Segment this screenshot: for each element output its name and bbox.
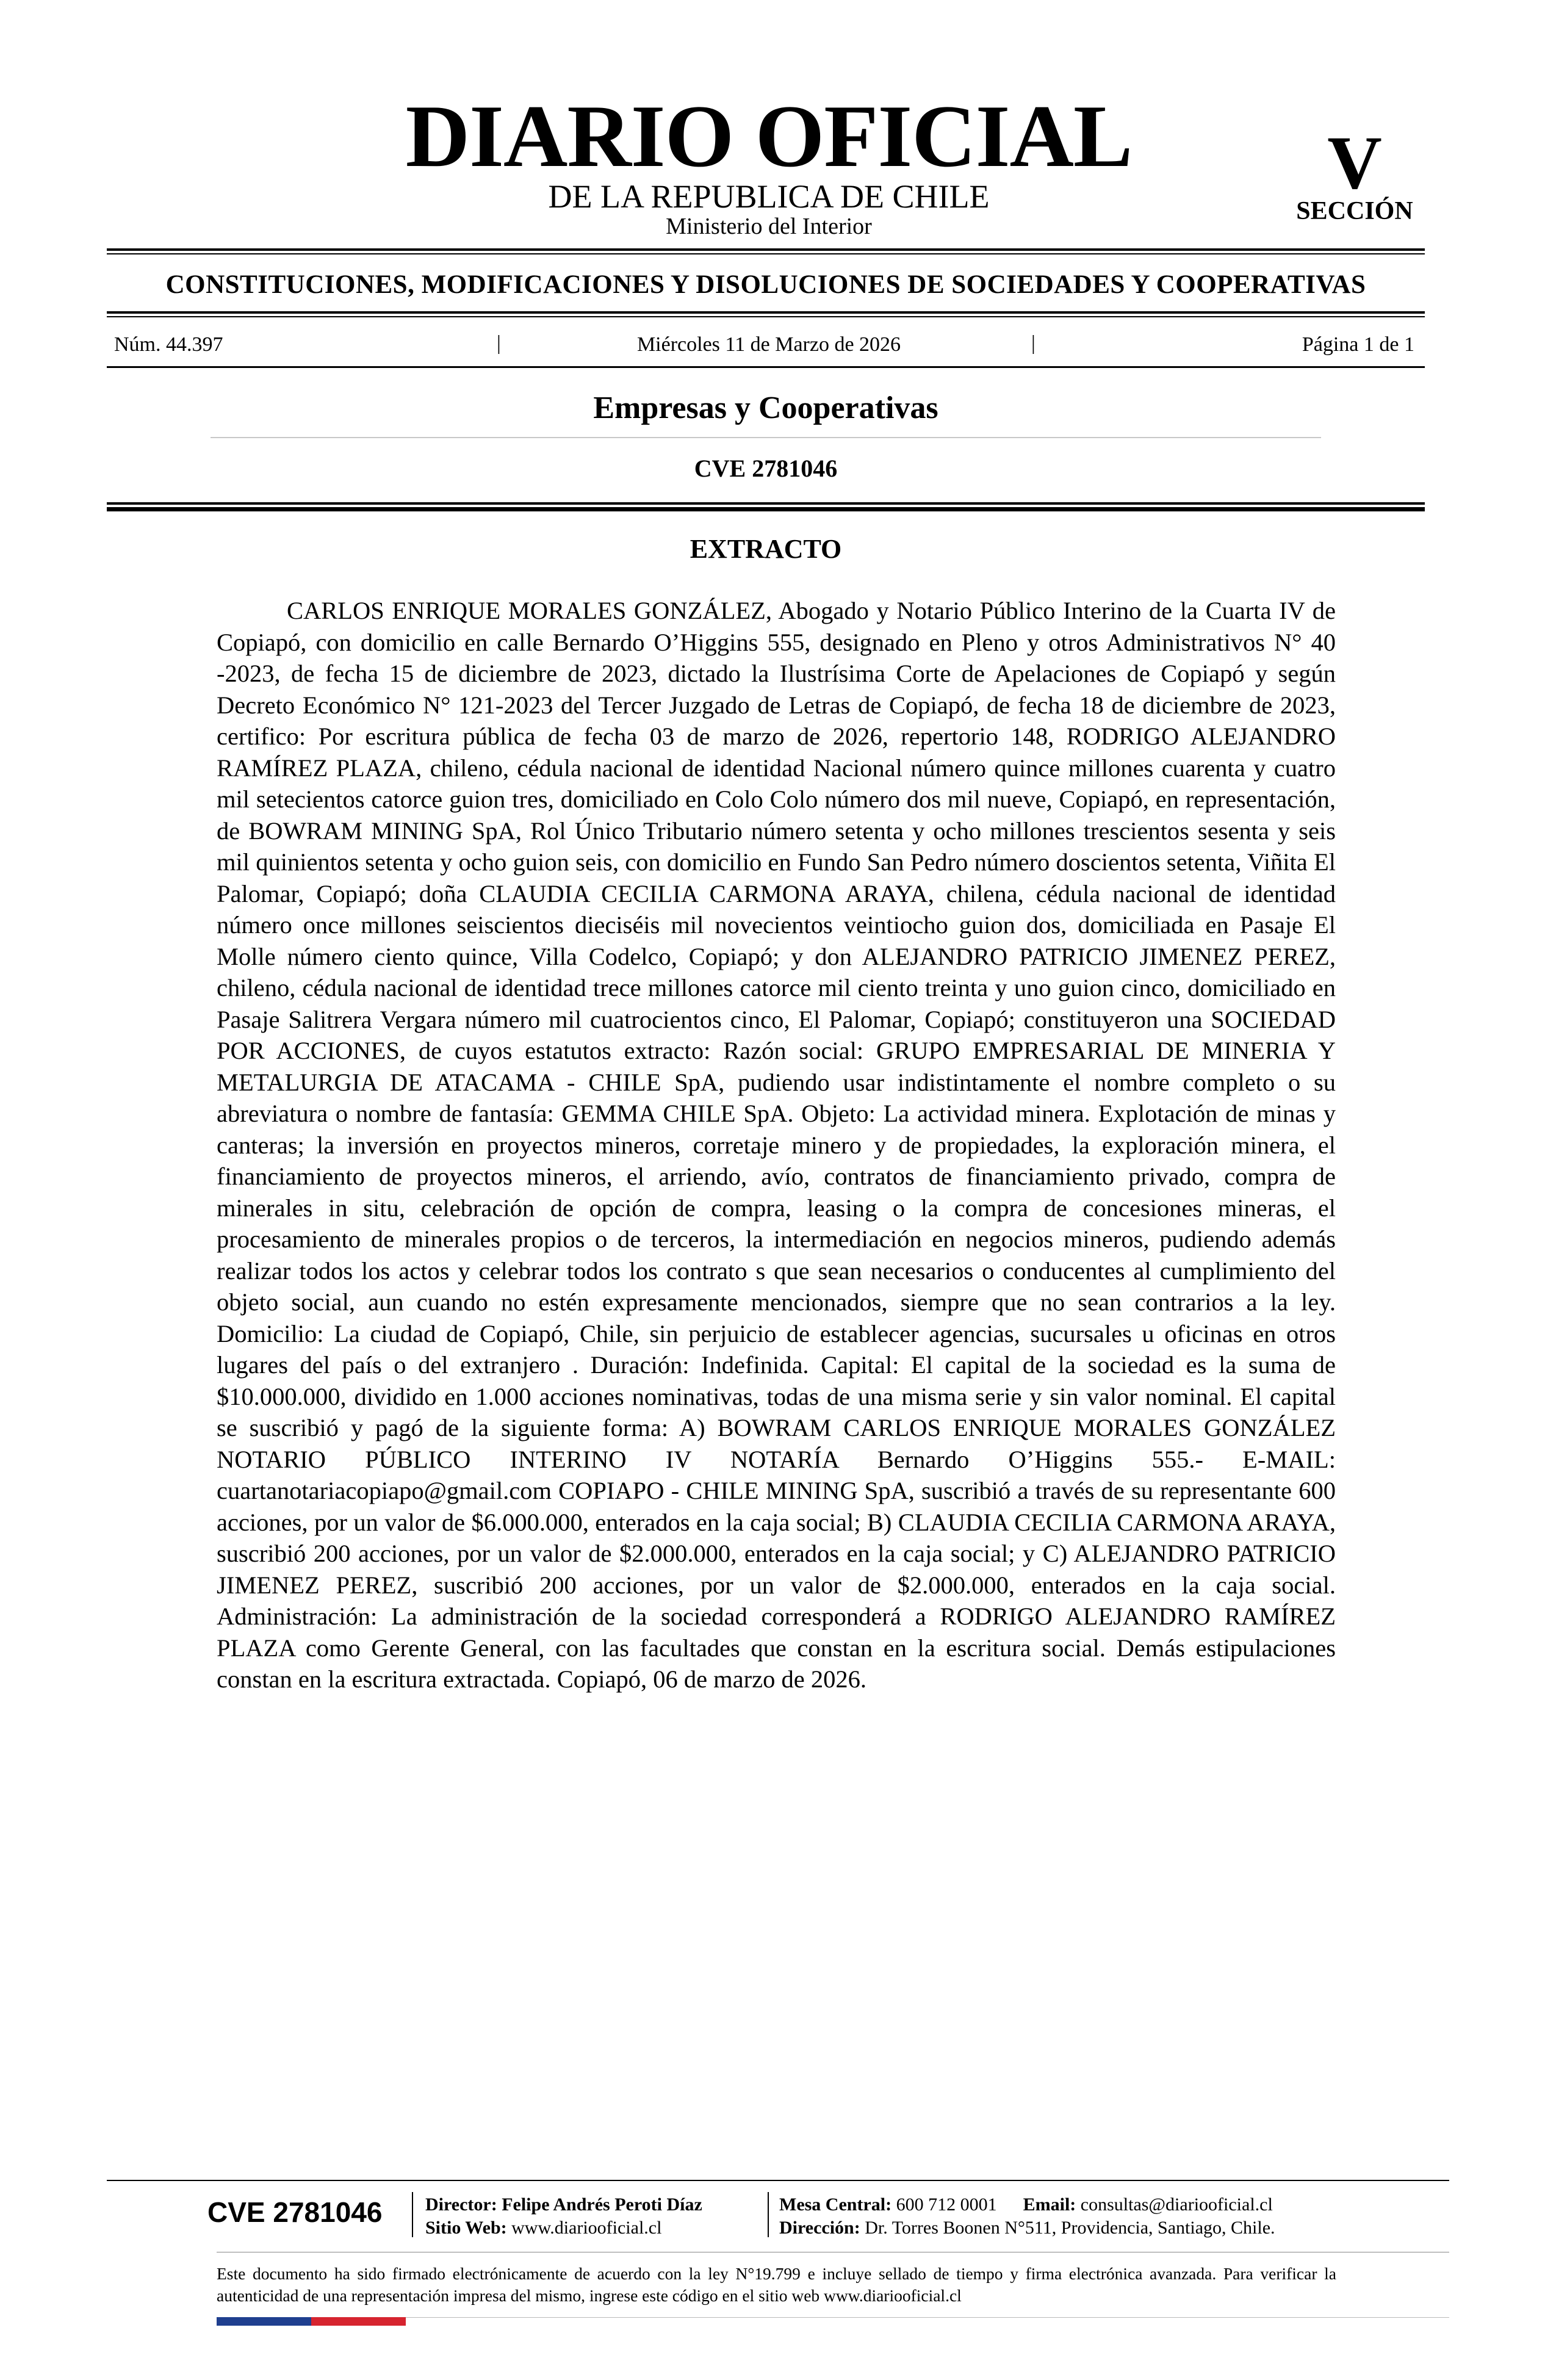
director-label: Director: xyxy=(425,2194,497,2215)
extract-body: CARLOS ENRIQUE MORALES GONZÁLEZ, Abogado y Notario Público Interino de la Cuarta IV de Copiapó, con domicilio en calle Bernardo O’Higgins 555, designado en Pleno y otros Administrativos N° 40 -2023, de fecha 15 de diciembre de 2023, dictado la Ilustrísima Corte de Apelaciones de Copiapó y según Decreto Económico N° 121-2023 del Tercer Juzgado de Letras de Copiapó, de fecha 18 de diciembre de 2023, certifico: Por escritura pública de fecha 03 de marzo de 2026, repertorio 148, RODRIGO ALEJANDRO RAMÍREZ PLAZA, chileno, cédula nacional de identidad Nacional número quince millones cuarenta y cuatro mil setecientos catorce guion tres, domiciliado en Colo Colo número dos mil nueve, Copiapó, en representación, de BOWRAM MINING SpA, Rol Único Tributario número setenta y ocho millones trescientos sesenta y seis mil quinientos setenta y ocho guion seis, con domicilio en Fundo San Pedro número doscientos setenta, Viñita El Palomar, Copiapó; doña CLAUDIA CECILIA CARMONA ARAYA, chilena, cédula nacional de identidad número once millones seiscientos dieciséis mil novecientos veintiocho guion dos, domiciliada en Pasaje El Molle número ciento quince, Villa Codelco, Copiapó; y don ALEJANDRO PATRICIO JIMENEZ PEREZ, chileno, cédula nacional de identidad trece millones catorce mil ciento treinta y uno guion cinco, domiciliado en Pasaje Salitrera Vergara número mil cuatrocientos cinco, El Palomar, Copiapó; constituyeron una SOCIEDAD POR ACCIONES, de cuyos estatutos extracto: Razón social: GRUPO EMPRESARIAL DE MINERIA Y METALURGIA DE ATACAMA - CHILE SpA, pudiendo usar indistintamente el nombre completo o su abreviatura o nombre de fantasía: GEMMA CHILE SpA. Objeto: La actividad minera. Explotación de minas y canteras; la inversión en proyectos mineros, corretaje minero y de propiedades, la exploración minera, el financiamiento de proyectos mineros, el arriendo, avío, contratos de financiamiento privado, compra de minerales in situ, celebración de opción de compra, leasing o la compra de concesiones mineras, el procesamiento de minerales propios o de terceros, la intermediación en negocios mineros, pudiendo además realizar todos los actos y celebrar todos los contrato s que sean necesarios o conducentes al cumplimiento del objeto social, aun cuando no estén expresamente mencionados, siempre que no sean contrarios a la ley. Domicilio: La ciudad de Copiapó, Chile, sin perjuicio de establecer agencias, sucursales u oficinas en otros lugares del país o del extranjero . Duración: Indefinida. Capital: El capital de la sociedad es la suma de $10.000.000, dividido en 1.000 acciones nominativas, todas de una misma serie y sin valor nominal. El capital se suscribió y pagó de la siguiente forma: A) BOWRAM CARLOS ENRIQUE MORALES GONZÁLEZ NOTARIO PÚBLICO INTERINO IV NOTARÍA Bernardo O’Higgins 555.- E-MAIL: cuartanotariacopiapo@gmail.com COPIAPO - CHILE MINING SpA, suscribió a través de su representante 600 acciones, por un valor de $6.000.000, enterados en la caja social; B) CLAUDIA CECILIA CARMONA ARAYA, suscribió 200 acciones, por un valor de $2.000.000, enterados en la caja social; y C) ALEJANDRO PATRICIO JIMENEZ PEREZ, suscribió 200 acciones, por un valor de $2.000.000, enterados en la caja social. Administración: La administración de la sociedad corresponderá a RODRIGO ALEJANDRO RAMÍREZ PLAZA como Gerente General, con las facultades que constan en la escritura social. Demás estipulaciones constan en la escritura extractada. Copiapó, 06 de marzo de 2026. xyxy=(217,597,1336,1693)
address-value: Dr. Torres Boonen N°511, Providencia, Santiago, Chile. xyxy=(865,2218,1275,2238)
issue-page: Página 1 de 1 xyxy=(1302,333,1414,356)
divider xyxy=(107,507,1425,511)
divider xyxy=(107,248,1425,251)
footer-cve: CVE 2781046 xyxy=(207,2196,383,2228)
flag-red-segment xyxy=(311,2317,406,2326)
footer-divider xyxy=(107,2180,1449,2181)
issue-number: Núm. 44.397 xyxy=(114,333,223,356)
section-heading: CONSTITUCIONES, MODIFICACIONES Y DISOLUCIONES DE SOCIEDADES Y COOPERATIVAS xyxy=(165,270,1366,299)
divider xyxy=(107,502,1425,505)
section-label: SECCIÓN xyxy=(1296,197,1413,225)
address-label: Dirección: xyxy=(779,2218,860,2238)
flag-blue-segment xyxy=(217,2317,311,2326)
divider xyxy=(107,253,1425,254)
issue-separator: | xyxy=(497,332,501,355)
divider xyxy=(107,316,1425,317)
footer-legal-text: Este documento ha sido firmado electrónicamente de acuerdo con la ley N°19.799 e incluye sellado de tiempo y firma electrónica avanzada. Para verificar la autenticidad de una representación impresa del mismo, ingrese este código en el sitio web www.diariooficial.cl xyxy=(217,2264,1336,2305)
footer-separator xyxy=(768,2192,769,2237)
divider xyxy=(107,366,1425,368)
divider xyxy=(211,437,1321,438)
section-letter: V xyxy=(1327,121,1382,204)
director-name: Felipe Andrés Peroti Díaz xyxy=(502,2194,702,2215)
email-label: Email: xyxy=(1023,2194,1076,2215)
footer-address xyxy=(779,2219,1275,2237)
mesa-label: Mesa Central: xyxy=(779,2194,892,2215)
footer-director xyxy=(425,2196,702,2214)
mesa-phone: 600 712 0001 xyxy=(896,2194,997,2215)
footer-contact xyxy=(779,2196,1273,2214)
website-label: Sitio Web: xyxy=(425,2218,507,2238)
masthead-title: DIARIO OFICIAL xyxy=(405,87,1133,186)
footer-website xyxy=(425,2219,661,2237)
flag-bar xyxy=(217,2317,406,2326)
cve-code: CVE 2781046 xyxy=(694,455,838,482)
footer-divider xyxy=(406,2317,1449,2318)
divider xyxy=(107,311,1425,314)
category-title: Empresas y Cooperativas xyxy=(593,391,938,425)
issue-date: Miércoles 11 de Marzo de 2026 xyxy=(636,333,901,356)
footer-separator xyxy=(412,2192,413,2237)
website-link[interactable]: www.diariooficial.cl xyxy=(511,2218,662,2238)
extract-title: EXTRACTO xyxy=(690,534,842,564)
masthead-ministry: Ministerio del Interior xyxy=(666,214,872,239)
issue-separator: | xyxy=(1031,332,1036,355)
masthead-subtitle: DE LA REPUBLICA DE CHILE xyxy=(548,178,990,215)
email-link[interactable]: consultas@diariooficial.cl xyxy=(1080,2194,1273,2215)
